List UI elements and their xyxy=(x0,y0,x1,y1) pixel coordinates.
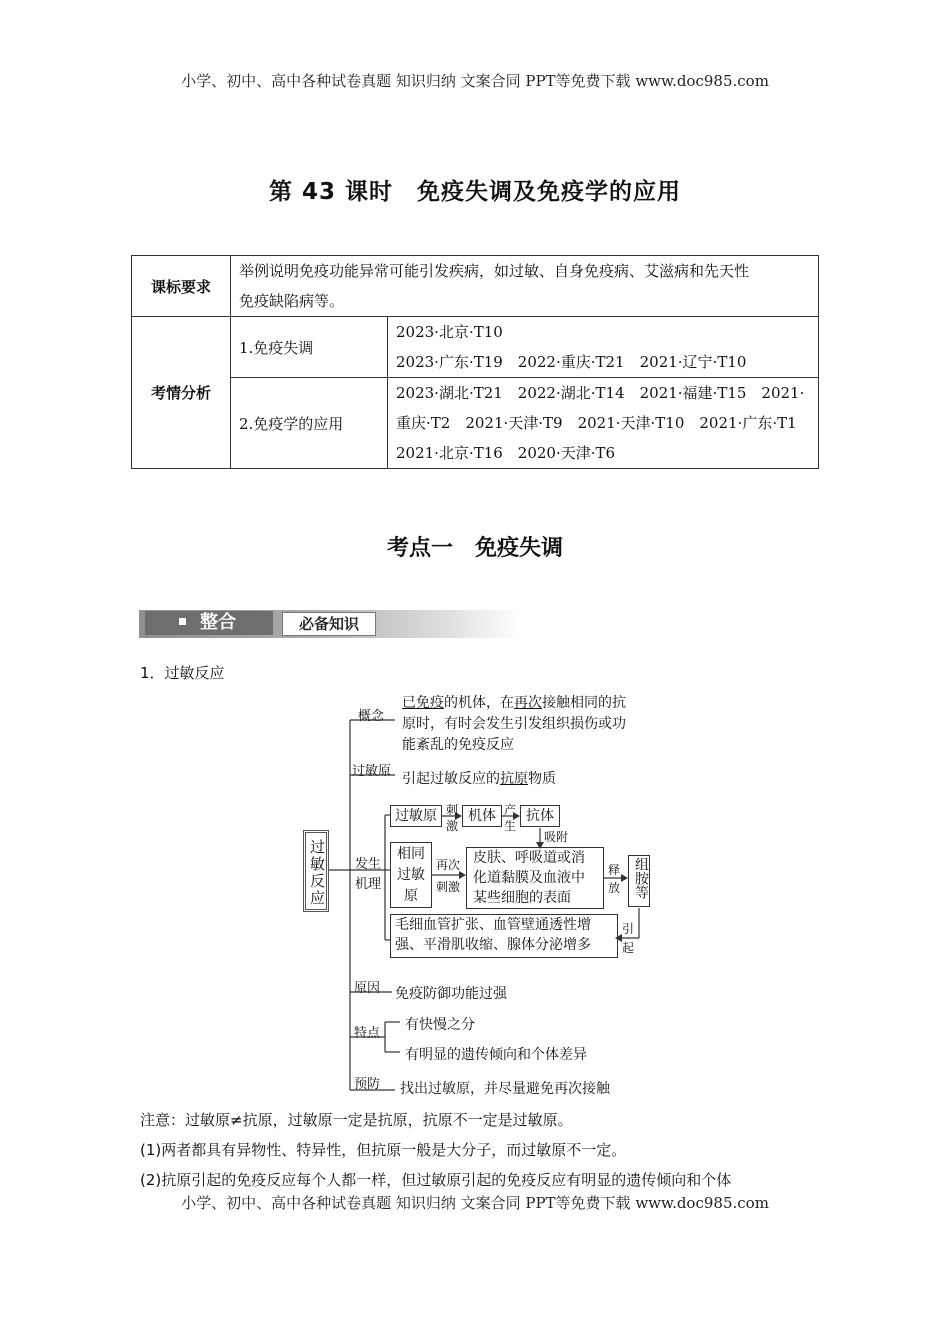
mech-allergen-box: 过敏原 xyxy=(390,805,442,827)
topic-2: 2.免疫学的应用 xyxy=(231,378,388,469)
mech-label-1: 发生 xyxy=(355,857,382,872)
root-box: 过敏反应 xyxy=(303,830,329,912)
prevent-label: 预防 xyxy=(354,1077,381,1092)
adsorb-label: 吸附 xyxy=(544,830,569,844)
page-footer: 小学、初中、高中各种试卷真题 知识归纳 文案合同 PPT等免费下载 www.doc985.com xyxy=(181,1194,769,1212)
feature-label: 特点 xyxy=(354,1026,381,1041)
topic-2-refs: 2023·湖北·T21 2022·湖北·T14 2021·福建·T15 2021· 重庆·T2 2021·天津·T9 2021·天津·T10 2021·广东·T1 2021·北京·T16 2020·天津·T6 xyxy=(388,378,819,469)
topic-1-refs: 2023·北京·T10 2023·广东·T19 2022·重庆·T21 2021·辽宁·T10 xyxy=(388,317,819,378)
histamine-box: 组胺等 xyxy=(628,855,650,907)
section-title: 考点一 免疫失调 xyxy=(386,536,563,561)
cells-box: 皮肤、呼吸道或消 化道黏膜及血液中 某些细胞的表面 xyxy=(466,847,604,909)
concept-line1: 已免疫的机体，在再次接触相同的抗 xyxy=(402,695,626,711)
concept-label: 概念 xyxy=(358,709,385,724)
allergen-label: 过敏原 xyxy=(352,764,392,779)
prod-1: 产 xyxy=(504,803,517,817)
mech-antibody-box: 抗体 xyxy=(520,805,560,827)
note-1: 注意：过敏原≠抗原，过敏原一定是抗原，抗原不一定是过敏原。 xyxy=(140,1111,573,1129)
mech-body-box: 机体 xyxy=(462,805,502,827)
heading-allergy: 1．过敏反应 xyxy=(140,664,225,682)
feature-1: 有快慢之分 xyxy=(405,1017,475,1033)
release-1: 释 xyxy=(608,863,621,877)
release-2: 放 xyxy=(608,881,621,895)
prod-2: 生 xyxy=(504,819,517,833)
reason-label: 原因 xyxy=(354,981,381,996)
page-header: 小学、初中、高中各种试卷真题 知识归纳 文案合同 PPT等免费下载 www.doc985.com xyxy=(181,72,769,90)
banner-left: 整合 xyxy=(145,611,273,635)
cause-1: 引 xyxy=(622,922,635,936)
req-content: 举例说明免疫功能异常可能引发疾病，如过敏、自身免疫病、艾滋病和先天性 免疫缺陷病等。 xyxy=(231,256,819,317)
topic-1: 1.免疫失调 xyxy=(231,317,388,378)
feature-2: 有明显的遗传倾向和个体差异 xyxy=(405,1047,587,1063)
concept-line3: 能紊乱的免疫反应 xyxy=(402,737,514,753)
page-title: 第 43 课时 免疫失调及免疫学的应用 xyxy=(268,179,682,205)
banner-right: 必备知识 xyxy=(282,612,376,636)
allergen-def: 引起过敏反应的抗原物质 xyxy=(402,771,556,787)
same-allergen-box: 相同 过敏 原 xyxy=(390,842,432,908)
mech-label-2: 机理 xyxy=(355,877,382,892)
note-2: (1)两者都具有异物性、特异性，但抗原一般是大分子，而过敏原不一定。 xyxy=(140,1141,627,1159)
cause-2: 起 xyxy=(622,941,635,955)
stim-1: 刺 xyxy=(446,803,459,817)
again-1: 再次 xyxy=(436,858,461,872)
note-3: (2)抗原引起的免疫反应每个人都一样，但过敏原引起的免疫反应有明显的遗传倾向和个体 xyxy=(140,1171,732,1189)
concept-line2: 原时，有时会发生引发组织损伤或功 xyxy=(402,716,626,732)
stim-2: 激 xyxy=(446,819,459,833)
exam-label: 考情分析 xyxy=(132,317,231,469)
effect-box: 毛细血管扩张、血管壁通透性增 强、平滑肌收缩、腺体分泌增多 xyxy=(390,914,618,958)
again-2: 刺激 xyxy=(436,880,461,894)
prevent-text: 找出过敏原，并尽量避免再次接触 xyxy=(400,1081,610,1097)
req-label: 课标要求 xyxy=(132,256,231,317)
reason-text: 免疫防御功能过强 xyxy=(395,986,507,1002)
